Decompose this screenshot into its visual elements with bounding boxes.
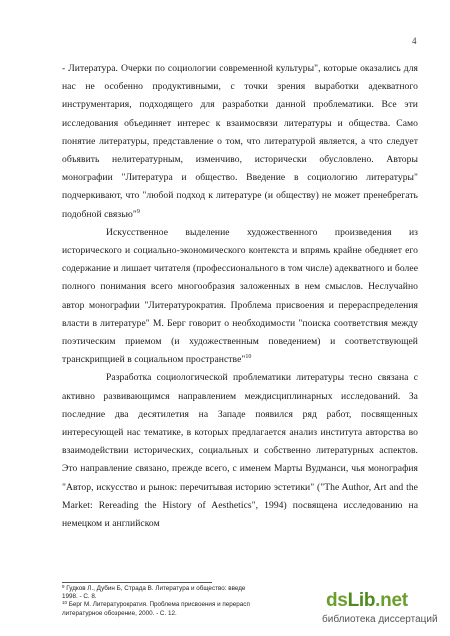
logo-part-net: .net (375, 590, 408, 611)
paragraph-1 (62, 60, 418, 224)
footnote-ref-10: 10 (245, 354, 252, 361)
paragraph-3-text: Разработка социологической проблематики литературы тесно связана с активно развивающимся направлением междисциплинарных исследований. За последние два десятилетия на Западе появился ряд работ, посвященных интересующей нас тематике, в которых предлагается анализ института авторства во взаимодействии исторических, социальных и собственно литературных аспектов. Это направление связано, прежде всего, с именем Марты Вудманси, чья монография "Автор, искусство и рынок: перечитывая историю эстетики" ("The Author, Art and the Market: Rereading the History of Aesthetics", 1994) посвящена исследованию на немецком и английском (62, 372, 418, 530)
footnote-line: Гудков Л., Дубин Б, Страда В. Литература и общество: введе (66, 585, 246, 592)
paragraph-2 (62, 224, 418, 370)
footnote-line: Берг М. Литературократия. Проблема присвоения и перерасп (68, 601, 250, 609)
watermark-tagline: библиотека диссертаций (322, 614, 438, 625)
dslib-logo (326, 590, 408, 612)
paragraph-2-text: Искусственное выделение художественного произведения из исторического и социально-экономического контекста и впрямь крайне обедняет его содержание и лишает читателя (профессионального в том числе) адекватного и более полного понимания всего многообразия заложенных в нем смыслов. Неслучайно автор монографии "Литературократия. Проблема присвоения и перераспределения власти в литературе" М. Берг говорит о необходимости "поиска соответствия между поэтическим приемом (и художественным поведением) и соответствующей транскрипцией в социальном пространстве" (62, 226, 418, 366)
footnote-number: 9 (62, 585, 65, 589)
dslib-watermark (322, 590, 446, 630)
footnote-line: литературное обозрение, 2000. - С. 12. (62, 609, 177, 617)
footnote-ref-9: 9 (136, 208, 140, 215)
footnote-line: 1998. - С. 8. (62, 593, 97, 601)
logo-part-lib: Lib (347, 590, 376, 611)
footnote-number: 10 (62, 600, 68, 606)
footnote-divider (62, 582, 212, 583)
paragraph-3 (62, 369, 418, 533)
paragraph-1-text: - Литература. Очерки по социологии современной культуры", которые оказались для нас не особенно продуктивными, с точки зрения выработки адекватного инструментария, подходящего для разработки данной проблематики. Все эти исследования объединяет интерес к взаимосвязи литературы и общества. Само понятие литературы, представление о том, что литературой является, а что следует объявить нелитературным, изменчиво, исторически обусловлено. Авторы монографии "Литература и общество. Введение в социологию литературы" подчеркивают, что "любой подход к литературе (и обществу) не может пренебрегать подобной связью" (62, 63, 418, 220)
page-number: 4 (412, 36, 417, 46)
document-body (62, 60, 418, 533)
logo-part-ds: ds (326, 590, 348, 611)
